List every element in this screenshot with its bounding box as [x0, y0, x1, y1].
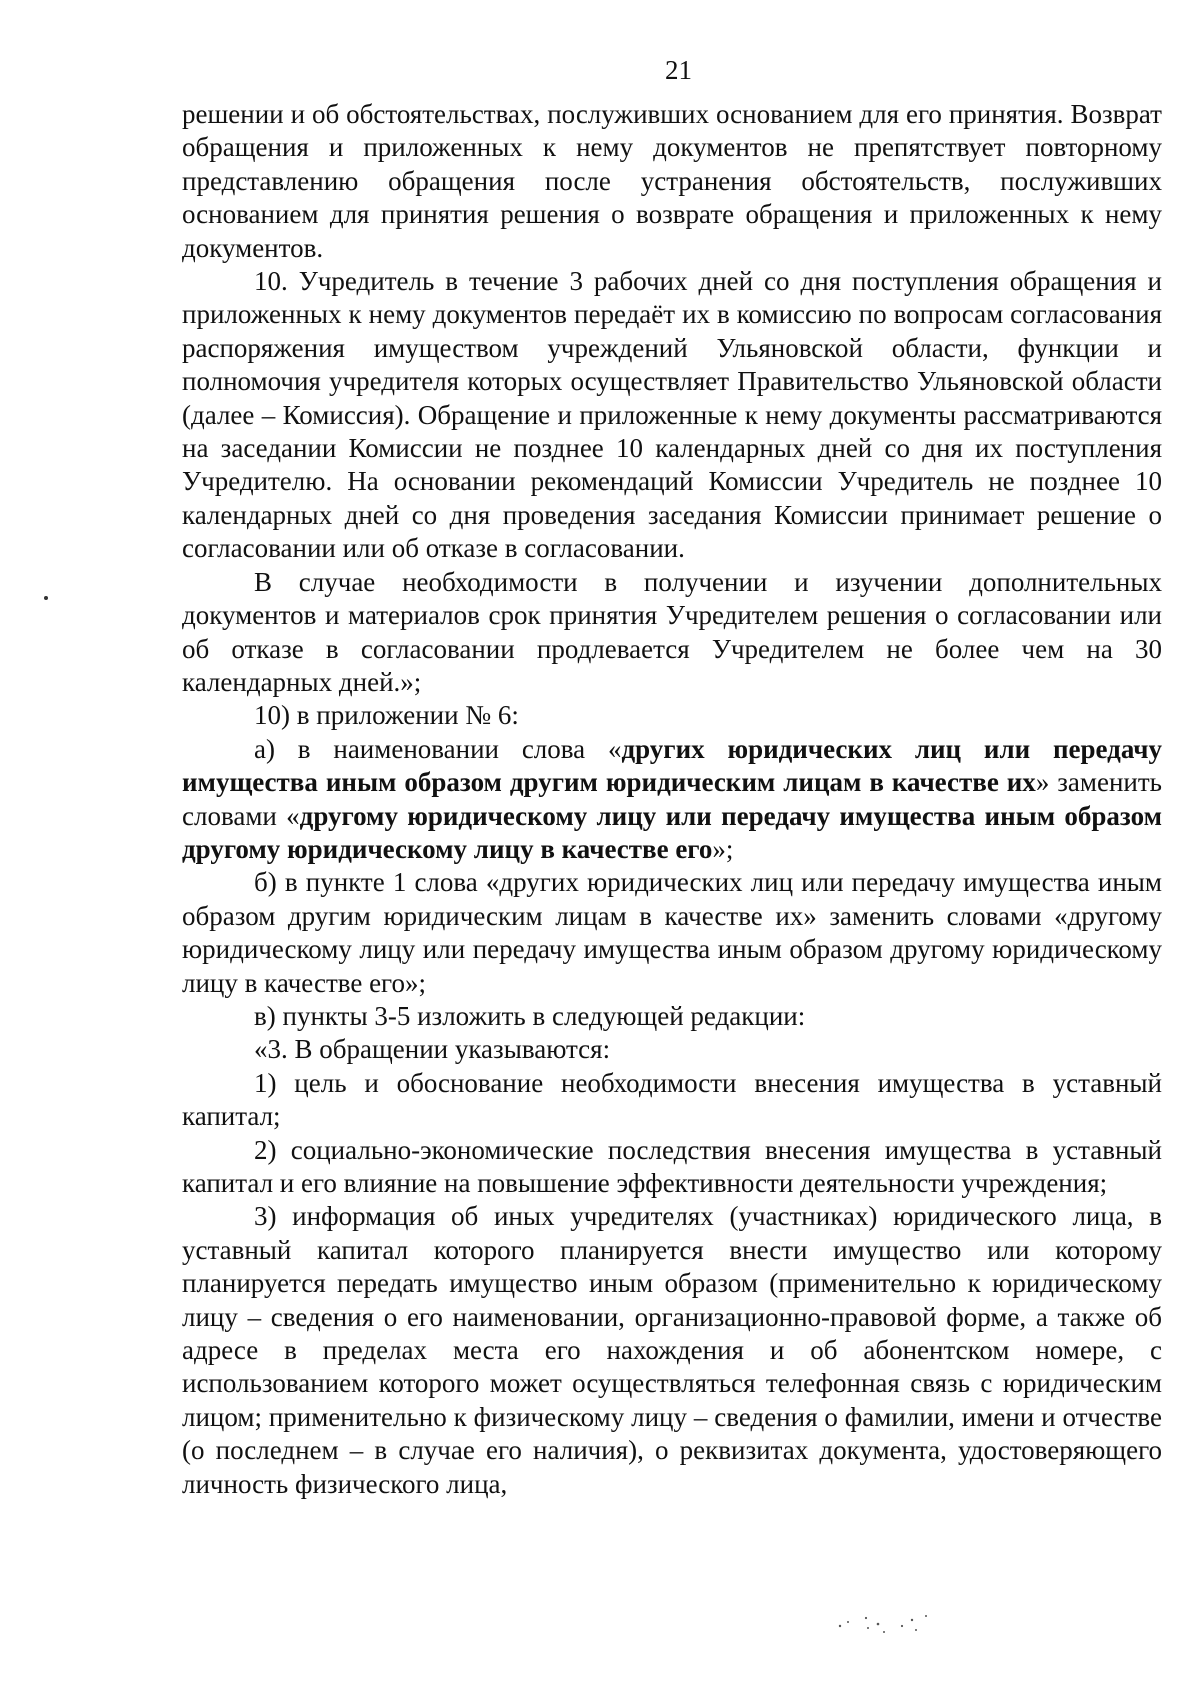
paragraph-clause-3-item-1: 1) цель и обоснование необходимости внесения имущества в уставный капитал;: [182, 1067, 1162, 1132]
subitem-a-text-3: »;: [712, 833, 734, 864]
paragraph-subitem-v: в) пункты 3-5 изложить в следующей редакции:: [254, 1000, 806, 1031]
paragraph-return-of-application: решении и об обстоятельствах, послуживших основанием для его принятия. Возврат обращения и приложенных к нему документов не препятствует повторному представлению обращения после устранения обстоятельств, послуживших основанием для принятия решения о возврате обращения и приложенных к нему документов.: [182, 99, 1162, 263]
page-number: 21: [665, 55, 692, 85]
paragraph-item-10-commission: 10. Учредитель в течение 3 рабочих дней со дня поступления обращения и приложенных к нему документов передаёт их в комиссию по вопросам согласования распоряжения имуществом учреждений Ульяновской области, функции и полномочия учредителя которых осуществляет Правительство Ульяновской области (далее – Комиссия). Обращение и приложенные к нему документы рассматриваются на заседании Комиссии не позднее 10 календарных дней со дня их поступления Учредителю. На основании рекомендаций Комиссии Учредитель не позднее 10 календарных дней со дня проведения заседания Комиссии принимает решение о согласовании или об отказе в согласовании.: [182, 266, 1162, 564]
paragraph-clause-3-heading: «3. В обращении указываются:: [254, 1034, 611, 1065]
document-body: [182, 98, 1162, 1501]
margin-speck: [44, 596, 48, 600]
scan-artifact-marks: [832, 1612, 942, 1638]
paragraph-appendix-6: 10) в приложении № 6:: [254, 700, 519, 731]
paragraph-term-extension: В случае необходимости в получении и изучении дополнительных документов и материалов срок принятия Учредителем решения о согласовании или об отказе в согласовании продлевается Учредителем не более чем на 30 календарных дней.»;: [182, 566, 1162, 697]
subitem-a-bold-old-words: других юридических лиц или передачу имущества иным образом другим юридическим лицам в качестве их: [182, 733, 1162, 798]
subitem-a-bold-new-words: другому юридическому лицу или передачу имущества иным образом другому юридическому лицу в качестве его: [182, 800, 1162, 864]
subitem-a-text-2: » заменить словами «: [182, 767, 1162, 831]
paragraph-subitem-b: б) в пункте 1 слова «других юридических лиц или передачу имущества иным образом другим юридическим лицам в качестве их» заменить словами «другому юридическому лицу или передачу имущества иным образом другому юридическому лицу в качестве его»;: [182, 867, 1162, 998]
paragraph-clause-3-item-2: 2) социально-экономические последствия внесения имущества в уставный капитал и его влияние на повышение эффективности деятельности учреждения;: [182, 1134, 1162, 1198]
subitem-a-text-1: а) в наименовании слова «: [254, 733, 622, 764]
paragraph-subitem-a: [182, 733, 1162, 867]
paragraph-clause-3-item-3: 3) информация об иных учредителях (участниках) юридического лица, в уставный капитал которого планируется внести имущество или которому планируется передать имущество иным образом (применительно к юридическому лицу – сведения о его наименовании, организационно-правовой форме, а также об адресе в пределах места его нахождения и об абонентском номере, с использованием которого может осуществляться телефонная связь с юридическим лицом; применительно к физическому лицу – сведения о фамилии, имени и отчестве (о последнем – в случае его наличия), о реквизитах документа, удостоверяющего личность физического лица,: [182, 1201, 1162, 1499]
